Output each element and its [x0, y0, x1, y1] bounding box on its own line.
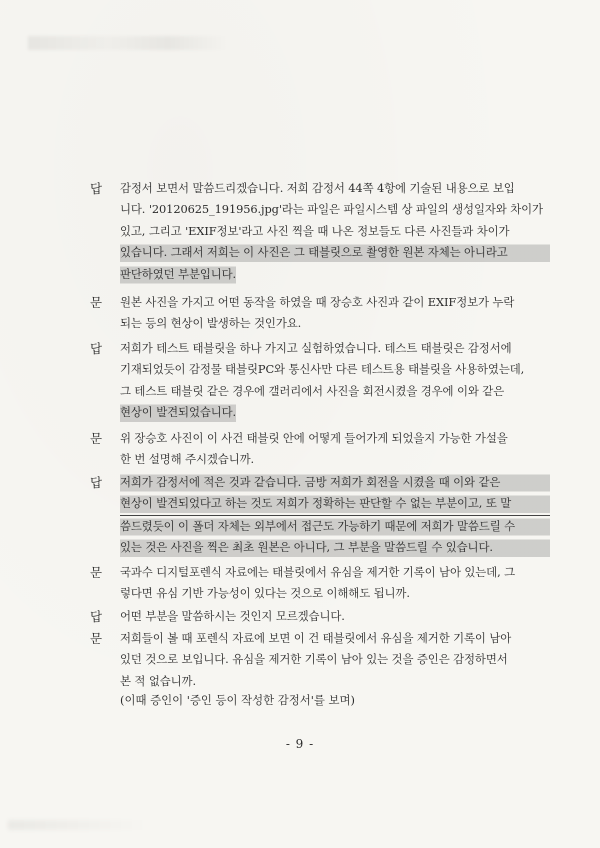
transcript-entry [90, 562, 550, 605]
entry-text [120, 428, 550, 471]
highlighted-line: 씀드렸듯이 이 폴더 자체는 외부에서 접근도 가능하기 때문에 저희가 말씀드릴 수 [120, 516, 550, 537]
scan-artifact [8, 820, 148, 830]
entry-text [120, 292, 550, 335]
scan-artifact [28, 36, 228, 50]
transcript-entry [90, 292, 550, 335]
highlighted-line: 있는 것은 사진을 찍은 최초 원본은 아니다, 그 부분을 말씀드릴 수 있습니다. [120, 537, 550, 558]
transcript-entry [90, 628, 550, 692]
text-line: 있고, 그리고 'EXIF정보'라고 사진 찍을 때 나온 정보들도 다른 사진들과 차이가 [120, 223, 510, 238]
page-number: - 9 - [285, 737, 315, 751]
speaker-label: 문 [90, 295, 103, 310]
highlighted-line: 저희가 감정서에 적은 것과 같습니다. 금방 저희가 회전을 시켰을 때 이와 같은 [120, 472, 550, 493]
entry-text [120, 606, 550, 627]
entry-text [120, 628, 550, 692]
speaker-label: 답 [90, 609, 103, 624]
transcript-entry [90, 606, 550, 627]
speaker-label: 문 [90, 631, 103, 646]
text-line: 본 적 없습니까. [120, 673, 196, 688]
text-line: 원본 사진을 가지고 어떤 동작을 하였을 때 장승호 사진과 같이 EXIF정보가 누락 [120, 295, 515, 309]
transcript-entry [90, 472, 550, 559]
transcript-entry [90, 338, 550, 424]
speaker-label: 문 [90, 431, 103, 446]
text-line: 한 번 설명해 주시겠습니까. [120, 452, 255, 467]
text-line: 어떤 부분을 말씀하시는 것인지 모르겠습니다. [120, 609, 345, 623]
text-line: 그 테스트 태블릿 같은 경우에 갤러리에서 사진을 회전시켰을 경우에 이와 같은 [120, 383, 505, 398]
highlighted-line: 현상이 발견되었다고 하는 것도 저희가 정확하는 판단할 수 없는 부분이고, 또 말 [120, 493, 550, 515]
text-line: 있던 것으로 보입니다. 유심을 제거한 기록이 남아 있는 것을 증인은 감정하면서 [120, 652, 508, 667]
text-line: 기재되었듯이 감정물 태블릿PC와 통신사만 다른 테스트용 태블릿을 사용하였는데, [120, 362, 525, 377]
highlighted-line: 판단하였던 부분입니다. [120, 264, 236, 285]
text-line: 국과수 디지털포렌식 자료에는 태블릿에서 유심을 제거한 기록이 남아 있는데, 그 [120, 565, 516, 579]
speaker-label: 문 [90, 565, 103, 580]
speaker-label: 답 [90, 341, 103, 356]
speaker-label: 답 [90, 181, 103, 196]
entry-text [120, 178, 550, 285]
entry-text [120, 338, 550, 424]
transcript-entry [90, 178, 550, 285]
entry-text [120, 472, 550, 559]
text-line: 렇다면 유심 기반 가능성이 있다는 것으로 이해해도 됩니까. [120, 586, 410, 601]
stage-note: (이때 증인이 '증인 등이 작성한 감정서'를 보며) [120, 693, 355, 707]
text-line: 니다. '20120625_191956.jpg'라는 파일은 파일시스템 상 파일의 생성일자와 차이가 [120, 202, 543, 217]
transcript-entry [90, 428, 550, 471]
text-line: 저희가 테스트 태블릿을 하나 가지고 실험하였습니다. 테스트 태블릿은 감정서에 [120, 341, 512, 355]
speaker-label: 답 [90, 475, 103, 490]
highlighted-line: 현상이 발견되었습니다. [120, 402, 236, 423]
text-line: 감정서 보면서 말씀드리겠습니다. 저희 감정서 44쪽 4항에 기술된 내용으로 보입 [120, 181, 515, 195]
text-line: 저희들이 볼 때 포렌식 자료에 보면 이 건 태블릿에서 유심을 제거한 기록이 남아 [120, 631, 512, 645]
entry-text [120, 562, 550, 605]
text-line: 되는 등의 현상이 발생하는 것인가요. [120, 316, 302, 331]
highlighted-line: 있습니다. 그래서 저희는 이 사진은 그 태블릿으로 촬영한 원본 자체는 아니라고 [120, 242, 550, 263]
text-line: 위 장승호 사진이 이 사건 태블릿 안에 어떻게 들어가게 되었을지 가능한 가설을 [120, 431, 508, 445]
